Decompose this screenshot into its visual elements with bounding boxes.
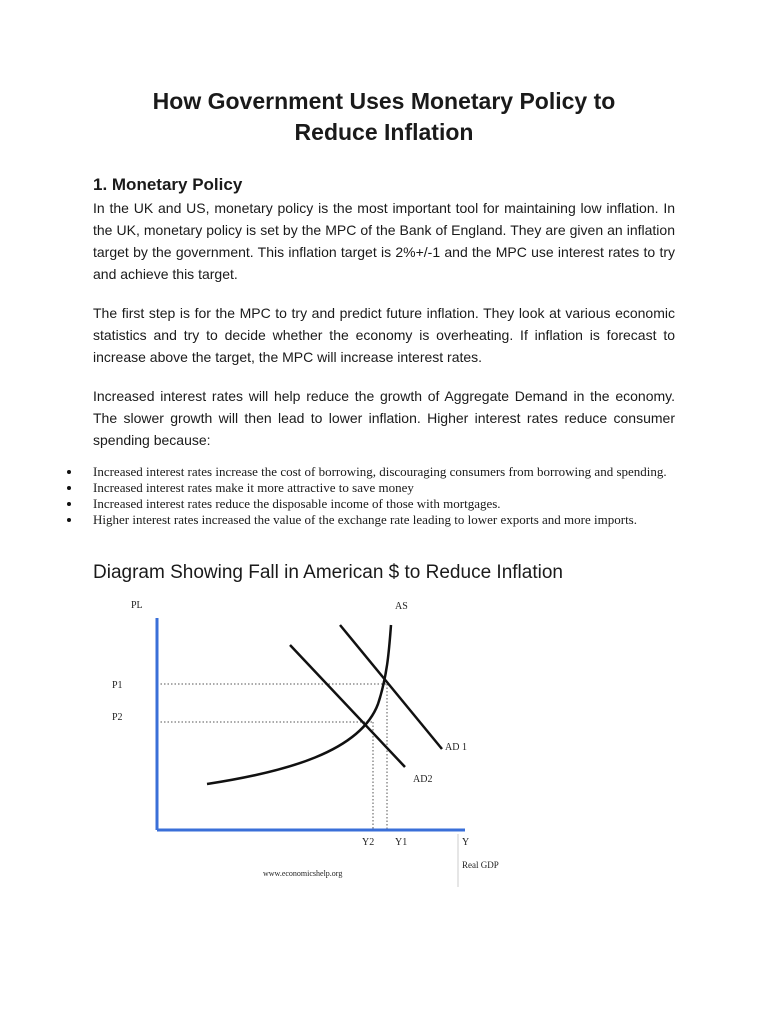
list-item-text: Higher interest rates increased the value of the exchange rate leading to lower exports and more imports. [93,512,637,527]
list-item-text: Increased interest rates increase the cost of borrowing, discouraging consumers from borrowing and spending. [93,464,667,479]
paragraph-2: The first step is for the MPC to try and predict future inflation. They look at various economic statistics and try to decide whether the economy is overheating. If inflation is forecast to increase above the target, the MPC will increase interest rates. [93,305,675,365]
list-item [67,464,675,480]
bullet-icon [67,470,71,474]
as-curve-label: AS [395,601,408,612]
paragraph-3: Increased interest rates will help reduce the growth of Aggregate Demand in the economy. The slower growth will then lead to lower inflation. Higher interest rates reduce consumer spending because: [93,388,675,448]
y2-label: Y2 [362,837,375,848]
list-item [67,496,675,512]
y1-label: Y1 [395,837,408,848]
section-heading: 1. Monetary Policy [93,175,243,194]
reasons-list [67,464,675,528]
y-axis-label: PL [131,600,143,611]
bullet-icon [67,502,71,506]
bullet-icon [67,518,71,522]
as-curve [207,625,391,784]
x-axis-label: Y [462,837,470,848]
list-item-text: Increased interest rates make it more attractive to save money [93,480,414,495]
list-item-text: Increased interest rates reduce the disposable income of those with mortgages. [93,496,501,511]
ad1-curve-label: AD 1 [445,742,467,753]
ad1-curve [340,625,442,749]
title-line-1: How Government Uses Monetary Policy to [152,88,616,114]
source-credit: www.economicshelp.org [263,869,343,878]
p2-label: P2 [112,712,123,723]
list-item [67,512,675,528]
bullet-icon [67,486,71,490]
page-title [60,86,708,148]
paragraph-1: In the UK and US, monetary policy is the most important tool for maintaining low inflation. In the UK, monetary policy is set by the MPC of the Bank of England. They are given an inflation target by the government. This inflation target is 2%+/-1 and the MPC use interest rates to try and achieve this target. [93,200,675,282]
diagram-title: Diagram Showing Fall in American $ to Reduce Inflation [93,562,563,583]
ad2-curve-label: AD2 [413,774,433,785]
x-axis-caption: Real GDP [462,860,499,870]
ad-as-diagram [95,592,535,892]
list-item [67,480,675,496]
title-line-2: Reduce Inflation [294,119,474,145]
p1-label: P1 [112,680,123,691]
